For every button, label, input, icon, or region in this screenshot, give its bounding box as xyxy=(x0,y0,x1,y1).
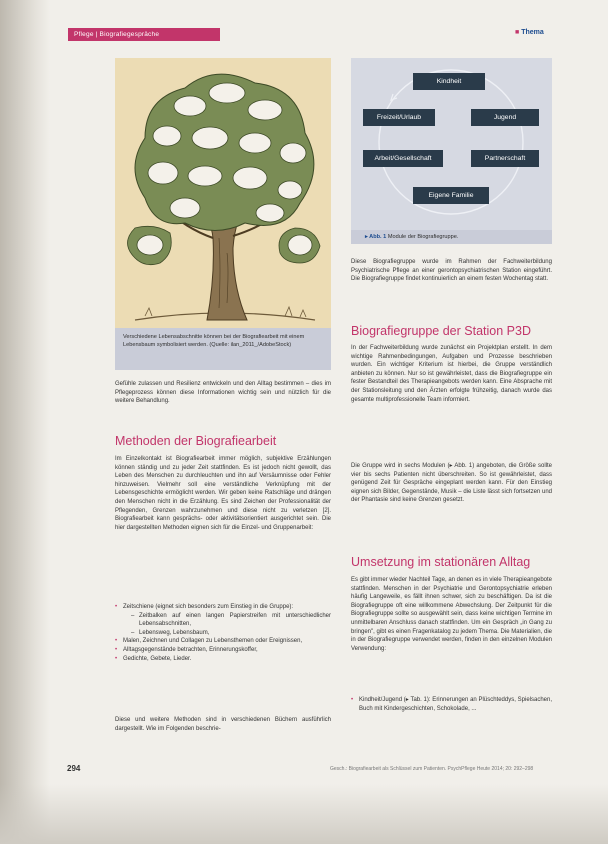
page-number: 294 xyxy=(67,764,81,773)
module-node: Kindheit xyxy=(413,73,485,90)
module-node: Freizeit/Urlaub xyxy=(363,109,435,126)
methods-paragraph: Im Einzelkontakt ist Biografiearbeit immer möglich, subjektive Erzählungen können ständig und zu jeder Zeit stattfinden. Es ist jedoch nicht gewollt, das Leben des Menschen zu durchleuchten und ihn auf Versäumnisse oder Fehler hinzuweisen. Vielmehr soll eine verständliche Verknüpfung mit der Lebensgeschichte ermöglicht werden. Wir geben keine Ratschläge und drängen den Menschen nicht in die Erzählung. Es sind Zeichen der Professionalität der Pflegenden, Grenzen wahrzunehmen und diese nicht zu verletzen [2]. Biografiearbeit kann gesprächs- oder aktivitätsorientiert ausgerichtet sein. Die hier dargestellten Methoden eignen sich für die Einzel- und Gruppenarbeit: xyxy=(115,456,331,531)
caption-text: Module der Biografiegruppe. xyxy=(387,234,459,240)
heading-station: Biografiegruppe der Station P3D xyxy=(351,324,531,338)
life-tree-drawing xyxy=(115,58,331,328)
figure-ref: ▸ Abb. 1 xyxy=(365,234,387,240)
list-item: • Alltagsgegenstände betrachten, Erinnerungskoffer, xyxy=(115,646,331,655)
page-bottom-shadow xyxy=(0,784,608,844)
sub-list-item: – Lebensweg, Lebensbaum, xyxy=(131,629,331,638)
right-intro-paragraph: Diese Biografiegruppe wurde im Rahmen der Fachweiterbildung Psychiatrische Pflege an einer gerontopsychiatrischen Station eingeführt. Die Biografiegruppe findet kontinuierlich an einem festen Wochentag statt. xyxy=(351,259,552,283)
topic-label: Thema xyxy=(521,29,544,36)
list-item: • Malen, Zeichnen und Collagen zu Lebensthemen oder Ereignissen, xyxy=(115,637,331,646)
tree-caption: Verschiedene Lebensabschnitte können bei der Biografiearbeit mit einem Lebensbaum symbolisiert werden. (Quelle: ilan_2011_/AdobeStock) xyxy=(115,328,331,370)
station-paragraph-1: In der Fachweiterbildung wurde zunächst ein Projektplan erstellt. In dem wichtige Rahmenbedingungen, Aufgaben und Prozesse beschrieben wurden. Ein wichtiger Kriterium ist hierbei, die Gruppe verständlich anbieten zu können. Nur so ist gewährleistet, dass die Biografiegruppe ein fester Bestandteil des Therapieangebots werden kann. Eine Absprache mit der Stationsleitung und den Ärzten erfolgte frühzeitig, danach wurde das gesamte multiprofessionelle Team informiert. xyxy=(351,345,552,403)
list-item: • Gedichte, Gebete, Lieder. xyxy=(115,655,331,664)
module-node: Eigene Familie xyxy=(413,187,489,204)
intro-paragraph: Gefühle zulassen und Resilienz entwickeln und den Alltag bestimmen – dies im Pflegeprozess können diese Informationen wichtig sein und nützlich für die weitere Behandlung. xyxy=(115,381,331,405)
life-tree-illustration xyxy=(115,58,331,328)
footer-citation: Gesch.: Biografiearbeit als Schlüssel zum Patienten. PsychPflege Heute 2014; 20: 292–298 xyxy=(330,766,534,772)
methods-list xyxy=(115,603,331,663)
implementation-list xyxy=(351,696,552,713)
module-node: Arbeit/Gesellschaft xyxy=(363,150,443,167)
heading-implementation: Umsetzung im stationären Alltag xyxy=(351,555,531,569)
module-diagram xyxy=(351,58,552,230)
module-node: Jugend xyxy=(471,109,539,126)
list-item: • Kindheit/Jugend (▸ Tab. 1): Erinnerungen an Plüschteddys, Spielsachen, Buch mit Kindergeschichten, Schokolade, ... xyxy=(351,696,552,713)
module-node: Partnerschaft xyxy=(471,150,539,167)
list-item xyxy=(115,603,331,637)
methods-closing: Diese und weitere Methoden sind in verschiedenen Büchern ausführlich dargestellt. Wie im Folgenden beschrie- xyxy=(115,717,331,732)
implementation-paragraph: Es gibt immer wieder Nachteil Tage, an denen es in viele Therapieangebote stattfinden. Menschen in der Psychiatrie und Gerontopsychiatrie erleben häufig Langeweile, es fällt ihnen schwer, sich zu beschäftigen. Da ist die Biografiegruppe oft eine willkommene Abwechslung. Der Zeitpunkt für die Biografiegruppe sollte so ausgewählt sein, dass keine wichtigen Termine im unmittelbaren Anschluss danach stattfinden. Um ein Gespräch „in Gang zu bringen", gibt es einen Fragenkatalog zu jedem Thema. Die Materialien, die in der Biografiegruppe verwendet werden, finden in den einzelnen Modulen Verwendung: xyxy=(351,577,552,652)
station-paragraph-2: Die Gruppe wird in sechs Modulen (▸ Abb. 1) angeboten, die Größe sollte vier bis sechs Patienten nicht überschreiten. So ist gewährleistet, dass genügend Zeit für Gespräche eingeplant werden kann. Für den Einstieg eignen sich Bilder, Gegenstände, Musik – die Liste lässt sich fortsetzen und der Phantasie sind keine Grenzen gesetzt. xyxy=(351,463,552,504)
sub-list-item: – Zeitbalken auf einen langen Papierstreifen mit unterschiedlicher Lebensabschnitten, xyxy=(131,612,331,629)
topic-tag xyxy=(515,29,544,36)
bookmark-icon: ■ xyxy=(515,29,520,36)
heading-methods: Methoden der Biografiearbeit xyxy=(115,434,277,448)
diagram-caption xyxy=(351,230,552,244)
page-edge-shadow xyxy=(0,0,50,844)
section-tab: Pflege | Biografiegespräche xyxy=(68,28,220,41)
list-item-text: Zeitschiene (eignet sich besonders zum Einstieg in die Gruppe): xyxy=(123,604,294,610)
